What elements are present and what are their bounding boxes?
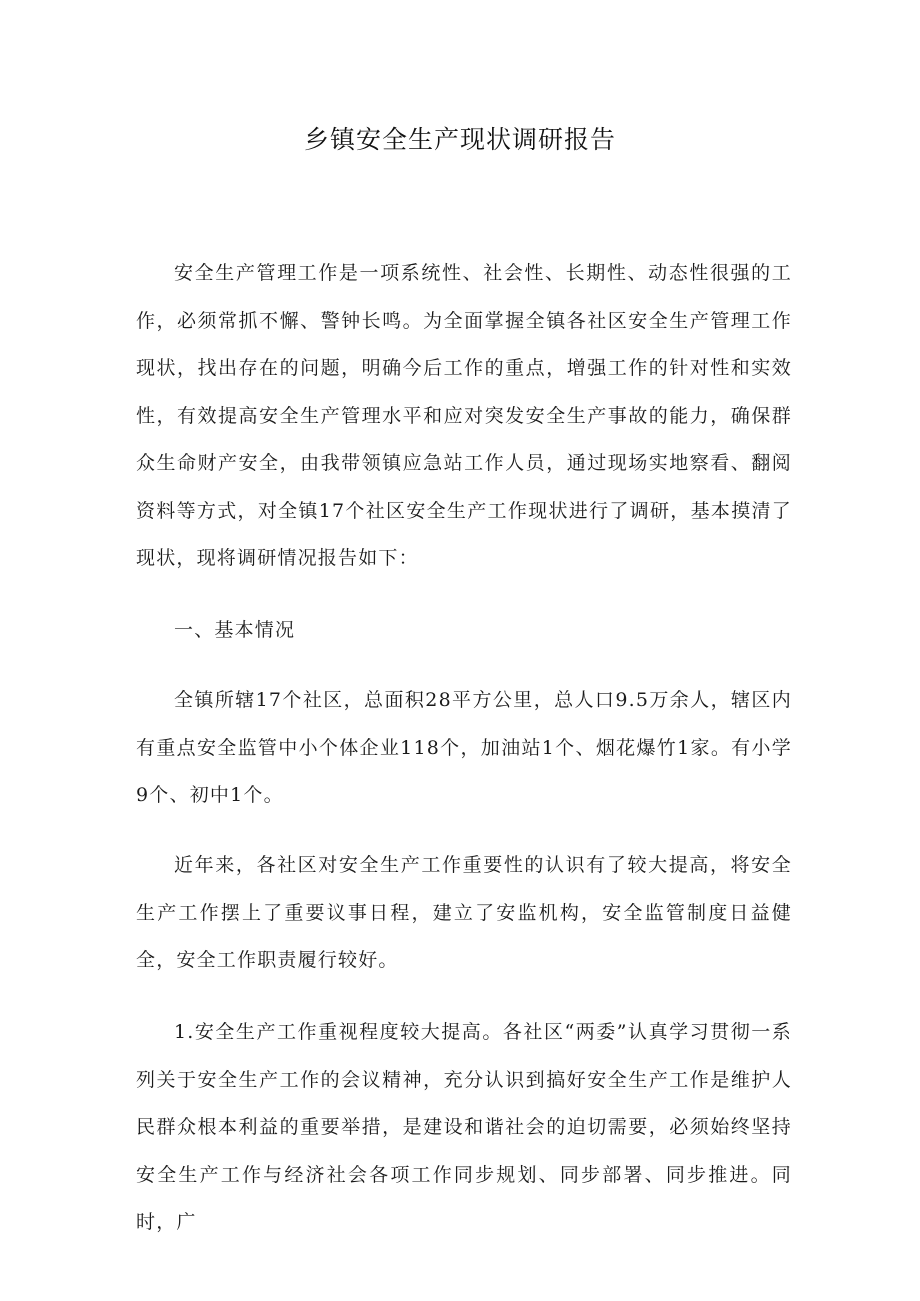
document-title: 乡镇安全生产现状调研报告 [303, 125, 616, 154]
basic-info-paragraph: 全镇所辖17个社区，总面积28平方公里，总人口9.5万余人，辖区内有重点安全监管中小个体企业118个，加油站1个、烟花爆竹1家。有小学9个、初中1个。 [136, 689, 792, 806]
recent-years-paragraph: 近年来，各社区对安全生产工作重要性的认识有了较大提高，将安全生产工作摆上了重要议事日程，建立了安监机构，安全监管制度日益健全，安全工作职责履行较好。 [136, 854, 792, 971]
section-heading-basic-situation: 一、基本情况 [174, 619, 296, 641]
intro-paragraph: 安全生产管理工作是一项系统性、社会性、长期性、动态性很强的工作，必须常抓不懈、警钟长鸣。为全面掌握全镇各社区安全生产管理工作现状，找出存在的问题，明确今后工作的重点，增强工作的针对性和实效性，有效提高安全生产管理水平和应对突发安全生产事故的能力，确保群众生命财产安全，由我带领镇应急站工作人员，通过现场实地察看、翻阅资料等方式，对全镇17个社区安全生产工作现状进行了调研，基本摸清了现状，现将调研情况报告如下： [136, 262, 792, 569]
point-one-paragraph: 1.安全生产工作重视程度较大提高。各社区“两委”认真学习贯彻一系列关于安全生产工作的会议精神，充分认识到搞好安全生产工作是维护人民群众根本利益的重要举措，是建设和谐社会的迫切需要，必须始终坚持安全生产工作与经济社会各项工作同步规划、同步部署、同步推进。同时，广 [136, 1021, 792, 1233]
